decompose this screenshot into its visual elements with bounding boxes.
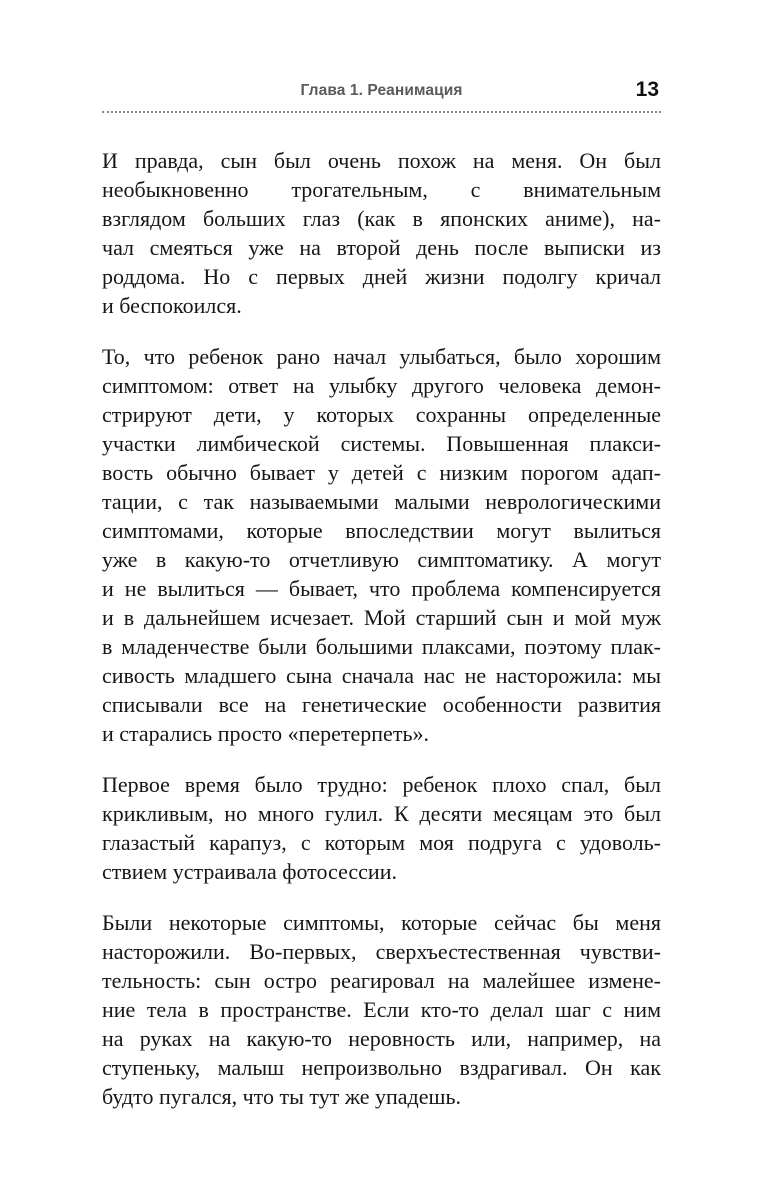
- text-line: симптомом: ответ на улыбку другого человека демон-: [102, 373, 661, 398]
- text-line: в младенчестве были большими плаксами, поэтому плак-: [102, 634, 661, 659]
- text-line: насторожили. Во-первых, сверхъестественная чувстви-: [102, 939, 661, 964]
- text-line: и в дальнейшем исчезает. Мой старший сын и мой муж: [102, 605, 661, 630]
- text-line: тации, с так называемыми малыми неврологическими: [102, 489, 661, 514]
- text-line: вость обычно бывает у детей с низким порогом адап-: [102, 460, 661, 485]
- paragraph: [102, 342, 661, 748]
- text-line: необыкновенно трогательным, с внимательным: [102, 177, 661, 202]
- paragraph: [102, 146, 661, 320]
- text-line: списывали все на генетические особенности развития: [102, 692, 661, 717]
- text-line: Первое время было трудно: ребенок плохо спал, был: [102, 772, 661, 797]
- page-number: 13: [635, 78, 659, 101]
- text-line: роддома. Но с первых дней жизни подолгу кричал: [102, 264, 661, 289]
- paragraph: [102, 770, 661, 886]
- text-line: ние тела в пространстве. Если кто-то делал шаг с ним: [102, 997, 661, 1022]
- text-line: ствием устраивала фотосессии.: [102, 859, 397, 884]
- chapter-title: Глава 1. Реанимация: [300, 82, 463, 99]
- text-line: будто пугался, что ты тут же упадешь.: [102, 1084, 461, 1109]
- text-line: И правда, сын был очень похож на меня. Он был: [102, 148, 661, 173]
- text-line: сивость младшего сына сначала нас не насторожила: мы: [102, 663, 661, 688]
- header-dotted-divider: [102, 111, 661, 113]
- text-line: ступеньку, малыш непроизвольно вздрагивал. Он как: [102, 1055, 661, 1080]
- text-line: крикливым, но много гулил. К десяти месяцам это был: [102, 801, 661, 826]
- text-line: уже в какую-то отчетливую симптоматику. А могут: [102, 547, 661, 572]
- body-text: [102, 146, 661, 1133]
- text-line: взглядом больших глаз (как в японских аниме), на-: [102, 206, 661, 231]
- text-line: симптомами, которые впоследствии могут вылиться: [102, 518, 661, 543]
- running-head: [102, 78, 661, 108]
- text-line: Были некоторые симптомы, которые сейчас бы меня: [102, 910, 661, 935]
- text-line: и старались просто «перетерпеть».: [102, 721, 429, 746]
- text-line: и не вылиться — бывает, что проблема компенсируется: [102, 576, 661, 601]
- text-line: и беспокоился.: [102, 293, 242, 318]
- text-line: чал смеяться уже на второй день после выписки из: [102, 235, 661, 260]
- text-line: тельность: сын остро реагировал на малейшее измене-: [102, 968, 661, 993]
- text-line: глазастый карапуз, с которым моя подруга с удоволь-: [102, 830, 661, 855]
- text-line: участки лимбической системы. Повышенная плакси-: [102, 431, 661, 456]
- text-line: То, что ребенок рано начал улыбаться, было хорошим: [102, 344, 661, 369]
- paragraph: [102, 908, 661, 1111]
- text-line: на руках на какую-то неровность или, например, на: [102, 1026, 661, 1051]
- text-line: стрируют дети, у которых сохранны определенные: [102, 402, 661, 427]
